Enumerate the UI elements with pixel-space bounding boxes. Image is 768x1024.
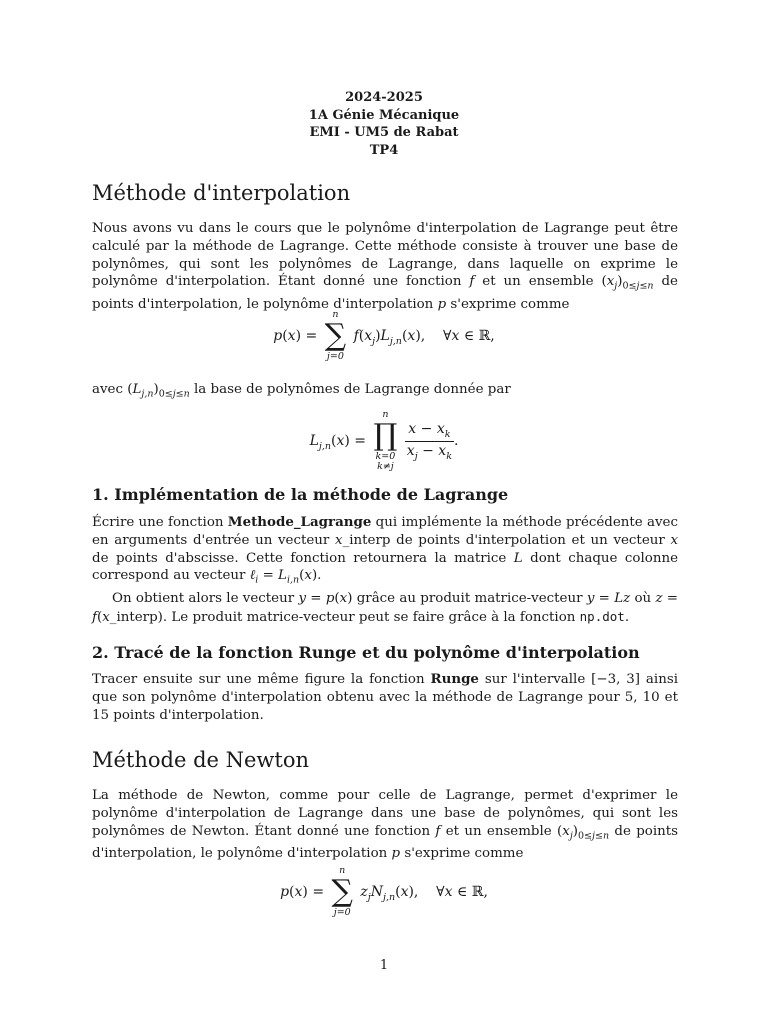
paragraph-implementation: Écrire une fonction Methode_Lagrange qui implémente la méthode précédente avec en arguments d'entrée un vecteur x_interp de points d'interpolation et un vecteur x de points d'abscisse. Cette fonction retournera la matrice L dont chaque colonne correspond au vecteur ℓ$_i$ = $L_{i,n}(x)$. On obtient alors le vecteur y = p(x) grâce au produit matrice-vecteur y = Lz où z = f(x_interp). Le produit matrice-vecteur peut se faire grâce à la fonction np.dot. xyxy=(92,514,679,625)
header-program: 1A Génie Mécanique xyxy=(308,107,460,123)
subsection-title-runge: 2. Tracé de la fonction Runge et du polynôme d'interpolation xyxy=(92,643,640,662)
header-school: EMI - UM5 de Rabat xyxy=(309,125,459,140)
function-name: Methode_Lagrange xyxy=(227,514,372,530)
section-title-interpolation: Méthode d'interpolation xyxy=(92,181,351,205)
header-year: 2024-2025 xyxy=(345,90,423,105)
paragraph-avec: avec $(L_{j,n})_{0\le j\le n}$ la base de polynômes de Lagrange donnée par xyxy=(92,382,511,400)
header-tp: TP4 xyxy=(369,142,399,158)
paragraph-newton: La méthode de Newton, comme pour celle de Lagrange, permet d'exprimer le polynôme d'interpolation de Lagrange dans une base de polynômes, qui sont les polynômes de Newton. Étant donné une fonction f et un ensemble $(x_j)_{0\le j\le n}$ de points d'interpolation, le polynôme d'interpolation p s'exprime comme xyxy=(92,788,678,862)
section-title-newton: Méthode de Newton xyxy=(92,748,310,772)
document-header xyxy=(0,89,768,159)
page-number: 1 xyxy=(379,958,389,973)
equation-lagrange-basis: $L_{j,n}(x)$ = n ∏ k=0 k≠j $\frac{x - x_k}{x_j - x_k}$ . xyxy=(309,409,459,472)
subsection-title-implementation: 1. Implémentation de la méthode de Lagrange xyxy=(92,485,509,504)
equation-newton-poly: p(x) = n ∑ j=0 $z_jN_{j,n}(x)$, ∀x ∈ ℝ, xyxy=(280,865,488,918)
paragraph-intro: Nous avons vu dans le cours que le polynôme d'interpolation de Lagrange peut être calculé par la méthode de Lagrange. Cette méthode consiste à trouver une base de polynômes, qui sont les polynômes de Lagrange, dans laquelle on exprime le polynôme d'interpolation. Étant donné une fonction f et un ensemble $(x_j)_{0\le j\le n}$ de points d'interpolation, le polynôme d'interpolation p s'exprime comme xyxy=(92,221,678,312)
equation-lagrange-poly: p(x) = n ∑ j=0 $f(x_j)L_{j,n}(x)$, ∀x ∈ ℝ, xyxy=(273,309,495,362)
paragraph-runge: Tracer ensuite sur une même figure la fonction Runge sur l'intervalle [−3, 3] ainsi que son polynôme d'interpolation obtenu avec la méthode de Lagrange pour 5, 10 et 15 points d'interpolation. xyxy=(92,671,678,723)
